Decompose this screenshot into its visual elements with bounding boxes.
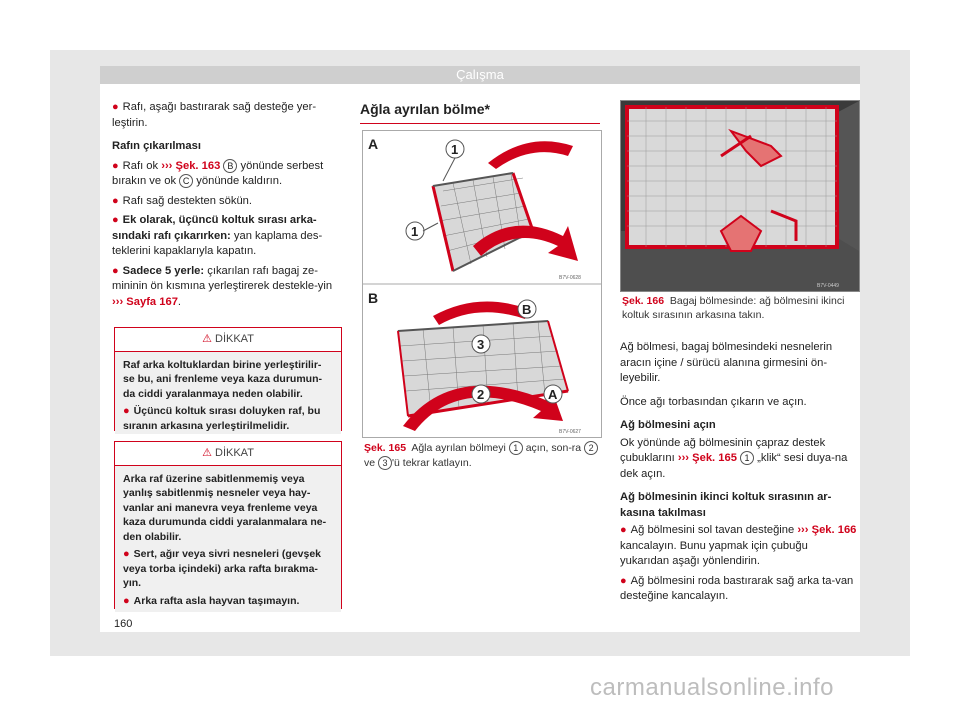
- warning-box-2: [114, 441, 342, 609]
- callout-a-fig: A: [548, 387, 558, 402]
- callout-1: 1: [509, 441, 523, 455]
- right-paragraph-5: ● Ağ bölmesini roda bastırarak sağ arka ta-van desteğine kancalayın.: [620, 574, 854, 602]
- figure-ref-link[interactable]: ››› Şek. 166: [797, 524, 857, 536]
- left-paragraph-2: ● Rafı ok ››› Şek. 163 B yönünde serbest bırakın ve ok C yönünde kaldırın.: [112, 159, 324, 187]
- left-paragraph-4: ● Ek olarak, üçüncü koltuk sırası arka-sındaki rafı çıkarırken: yan kaplama des-teklerini kapaklarıyla kapatın.: [112, 214, 323, 257]
- bullet-icon: ●: [620, 574, 627, 587]
- callout-2-fig: 2: [477, 387, 485, 402]
- panel-b: [368, 290, 581, 435]
- bullet-icon: ●: [112, 264, 119, 277]
- bullet-icon: ●: [123, 405, 130, 417]
- callout-b-fig: B: [522, 302, 532, 317]
- figure-166: [620, 100, 860, 292]
- figure-166-code: B7V-0449: [817, 283, 839, 289]
- figure-ref-link[interactable]: ››› Şek. 165: [677, 452, 737, 464]
- right-paragraph-3: Ok yönünde ağ bölmesinin çapraz destek çubuklarını ››› Şek. 165 1 „klik“ sesi duya-na dek açın.: [620, 436, 848, 480]
- callout-1-left: 1: [411, 224, 419, 239]
- left-paragraph-5: ● Sadece 5 yerle: çıkarılan rafı bagaj ze-mininin ön kısmına yerleştirerek destekle-yin ››› Sayfa 167.: [112, 264, 333, 308]
- callout-1-top: 1: [451, 142, 459, 157]
- right-column: [620, 340, 858, 613]
- open-title: Ağ bölmesini açın: [620, 419, 716, 431]
- callout-c: C: [179, 174, 193, 188]
- panel-b-label: B: [368, 290, 379, 306]
- net-partition-illustration: [363, 131, 601, 437]
- removal-title: Rafın çıkarılması: [112, 140, 201, 152]
- bullet-icon: ●: [620, 524, 627, 536]
- warning-box-1: [114, 327, 342, 431]
- section-title: Ağla ayrılan bölme*: [360, 101, 600, 124]
- callout-3-fig: 3: [477, 337, 485, 352]
- warning-triangle-icon: ⚠: [202, 333, 212, 345]
- page-ref-link[interactable]: ››› Sayfa 167: [112, 295, 178, 308]
- figure-b-code: B7V-0627: [559, 429, 581, 435]
- mount-title: Ağ bölmesinin ikinci koltuk sırasının ar-kasına takılması: [620, 491, 832, 519]
- left-paragraph-1: ● Rafı, aşağı bastırarak sağ desteğe yer-leştirin.: [112, 101, 317, 129]
- right-paragraph-2: Önce ağı torbasından çıkarın ve açın.: [620, 395, 807, 408]
- page-header: Çalışma: [100, 66, 860, 84]
- figure-a-code: B7V-0628: [559, 275, 581, 281]
- warning-body-2: Arka raf üzerine sabitlenmemiş veya yanlış sabitlenmiş nesneler veya hay-vanlar ani manevra veya frenleme veya kaza durumunda ciddi yaralanmalara ne-den olabilir. ● Sert, ağır veya sivri nesneleri (gevşek veya torba içindeki) arka rafta bırakma-yın. ● Arka rafta asla hayvan taşımayın.: [115, 466, 341, 612]
- callout-1: 1: [740, 451, 754, 465]
- right-paragraph-4: ● Ağ bölmesini sol tavan desteğine ››› Şek. 166 kancalayın. Bunu yapmak için çubuğu yukarıdan aşağı yönlendirin.: [620, 524, 857, 567]
- bullet-icon: ●: [112, 194, 119, 207]
- figure-166-caption: Şek. 166 Bagaj bölmesinde: ağ bölmesini ikinci koltuk sırasının arkasına takın.: [622, 295, 845, 321]
- callout-3: 3: [378, 456, 392, 470]
- watermark: carmanualsonline.info: [590, 674, 834, 701]
- figure-165: [362, 130, 602, 438]
- panel-a-label: A: [368, 136, 379, 152]
- warning-triangle-icon: ⚠: [202, 447, 212, 459]
- callout-2: 2: [584, 441, 598, 455]
- warning-title-1: ⚠ DİKKAT: [115, 328, 341, 352]
- left-column: [112, 100, 338, 318]
- panel-a: [368, 136, 581, 281]
- bullet-icon: ●: [112, 159, 119, 172]
- bullet-icon: ●: [112, 214, 119, 226]
- bullet-icon: ●: [112, 101, 119, 113]
- warning-body-1: Raf arka koltuklardan birine yerleştirilir-se bu, ani frenleme veya kaza durumun-da ciddi yaralanmaya neden olabilir. ● Üçüncü koltuk sırası doluyken raf, bu sıranın arkasına yerleştirilmelidir.: [115, 352, 341, 434]
- bullet-icon: ●: [123, 594, 130, 607]
- left-paragraph-3: ● Rafı sağ destekten sökün.: [112, 194, 253, 207]
- page-number: 160: [114, 618, 133, 630]
- figure-165-caption: Şek. 165 Ağla ayrılan bölmeyi 1 açın, son-ra 2 ve 3 'ü tekrar katlayın.: [364, 441, 600, 470]
- right-paragraph-1: Ağ bölmesi, bagaj bölmesindeki nesnelerin aracın içine / sürücü alanına girmesini ön-leyebilir.: [620, 341, 833, 384]
- callout-b: B: [223, 159, 237, 173]
- warning-title-2: ⚠ DİKKAT: [115, 442, 341, 466]
- bullet-icon: ●: [123, 548, 130, 560]
- figure-ref-link[interactable]: ››› Şek. 163: [161, 159, 221, 172]
- cargo-net-photo: [621, 101, 859, 291]
